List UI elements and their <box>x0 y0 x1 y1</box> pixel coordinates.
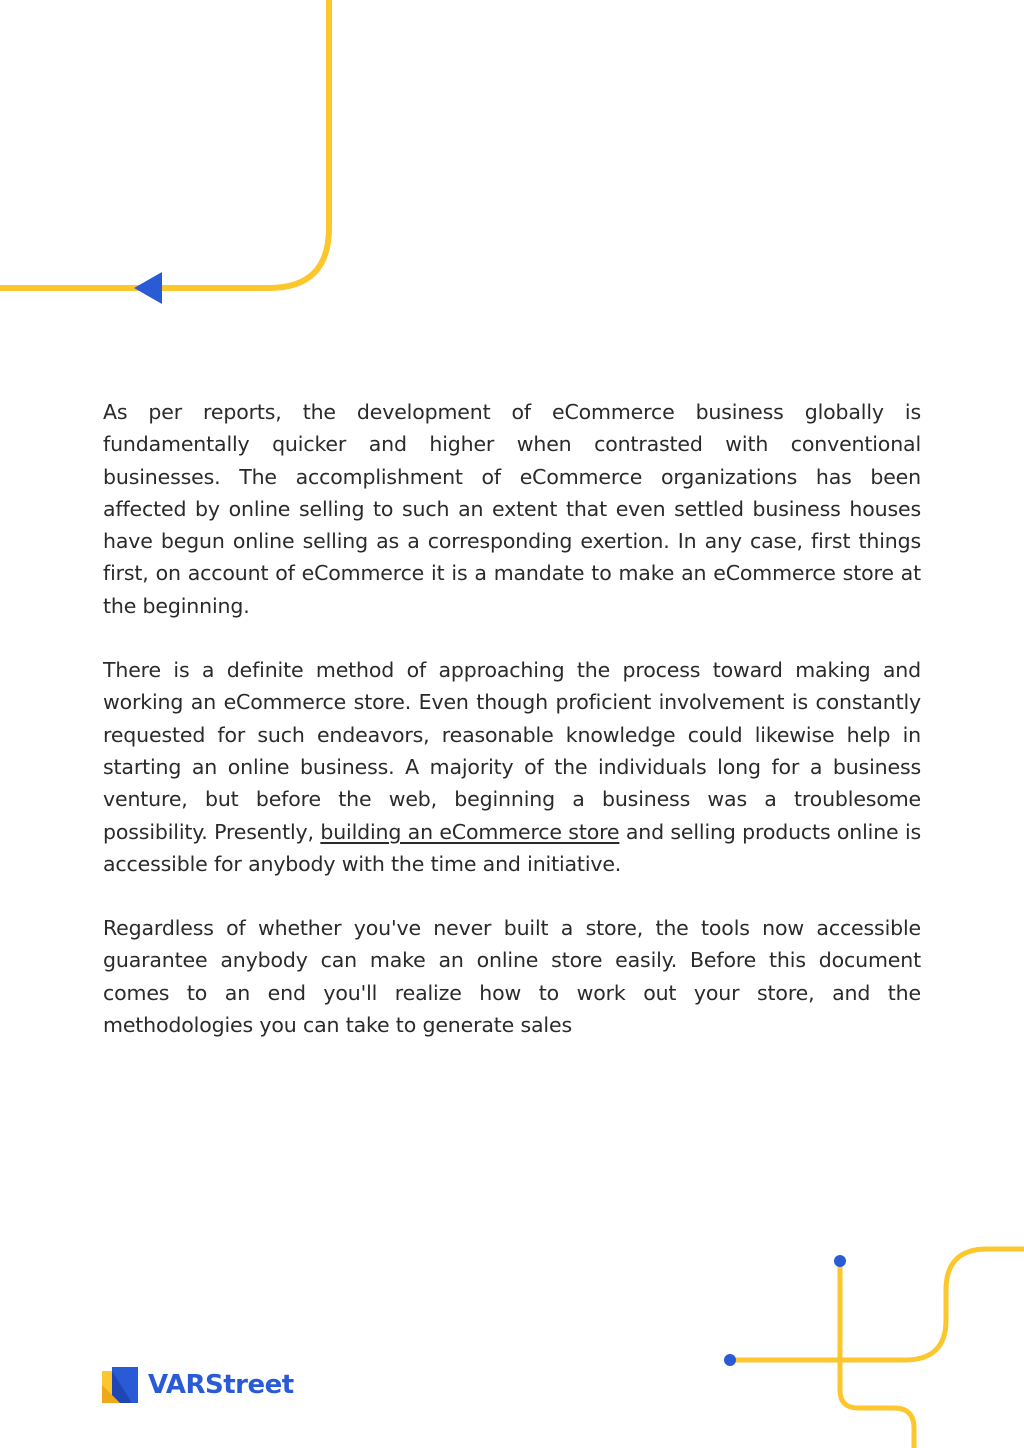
paragraph-2-text: There is a definite method of approaching the process toward making and working an eCommerce store. Even though proficient involvement is constantly requested for such endeavors, reasonable knowledge could likewise help in starting an online business. A majority of the individuals long for a business venture, but before the web, beginning a business was a troublesome possibility. <box>103 658 921 844</box>
paragraph-1: As per reports, the development of eCommerce business globally is fundamentally quicker and higher when contrasted with conventional businesses. The accomplishment of eCommerce organizations has been affected by online selling to such an extent that even settled business houses have begun online selling as a corresponding exertion. In any case, first things first, on account of eCommerce it is a mandate to make an eCommerce store at the beginning. <box>103 400 921 618</box>
document-body <box>103 396 921 1073</box>
paragraph-3: Regardless of whether you've never built a store, the tools now accessible guarantee anybody can make an online store easily. Before this document comes to an end you'll realize how to work out your store, and the methodologies you can take to generate sales <box>103 916 921 1038</box>
circle-dot-icon <box>724 1354 736 1366</box>
top-decorative-line <box>0 0 340 310</box>
logo-wordmark: VARStreet <box>148 1370 294 1400</box>
paragraph-2-tail: and selling products online is accessible for anybody with the time and initiative. <box>103 819 922 876</box>
paragraph-2-lead: Presently, <box>214 819 314 844</box>
varstreet-logo <box>102 1366 294 1404</box>
circle-dot-icon <box>834 1255 846 1267</box>
varstreet-logo-icon <box>102 1367 138 1403</box>
bottom-decorative-lines <box>700 1240 1024 1448</box>
left-triangle-icon <box>134 272 162 304</box>
ecommerce-store-link[interactable]: building an eCommerce store <box>320 819 620 844</box>
paragraph-2 <box>103 654 921 880</box>
